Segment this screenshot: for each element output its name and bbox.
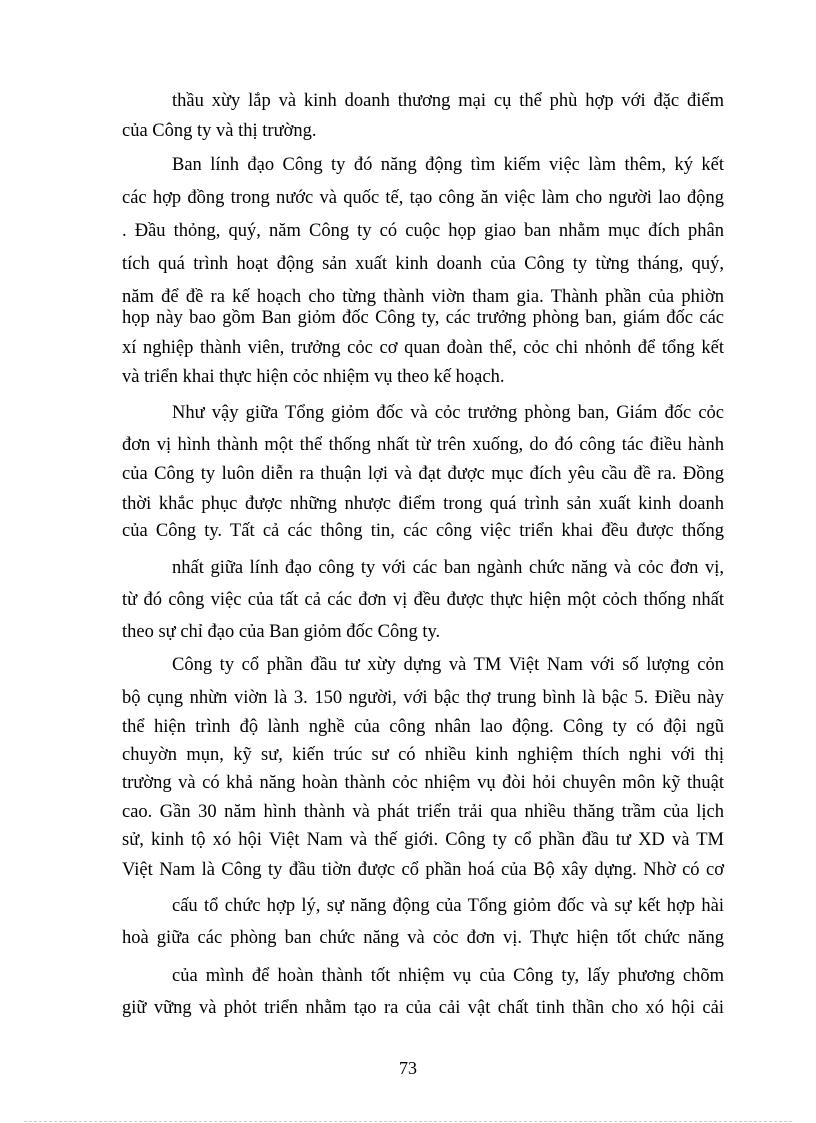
body-text-line: Công ty cổ phần đầu tư xừy dựng và TM Việt Nam với số lượng cỏn [172,655,724,675]
body-text-line: Việt Nam là Công ty đầu tiờn được cổ phần hoá của Bộ xây dựng. Nhờ có cơ [122,860,724,880]
body-text-line: Ban lính đạo Công ty đó năng động tìm kiếm việc làm thêm, ký kết [172,155,724,175]
body-text-line: . Đầu thỏng, quý, năm Công ty có cuộc họp giao ban nhằm mục đích phân [122,221,724,241]
body-text-line: theo sự chỉ đạo của Ban giỏm đốc Công ty. [122,622,441,642]
body-text-line: chuyờn mụn, kỹ sư, kiến trúc sư có nhiều kinh nghiệm thích nghi với thị [122,745,724,765]
body-text-line: thời khắc phục được những nhược điểm trong quá trình sản xuất kinh doanh [122,494,724,514]
body-text-line: họp này bao gồm Ban giỏm đốc Công ty, các trưởng phòng ban, giám đốc các [122,308,724,328]
body-text-line: trường và có khả năng hoàn thành cỏc nhiệm vụ đòi hỏi chuyên môn kỹ thuật [122,773,724,793]
body-text-line: và triển khai thực hiện cỏc nhiệm vụ theo kế hoạch. [122,367,505,387]
page-bottom-divider [24,1121,792,1122]
body-text-line: bộ cụng nhừn viờn là 3. 150 người, với bậc thợ trung bình là bậc 5. Điều này [122,688,724,708]
body-text-line: giữ vững và phỏt triển nhằm tạo ra của cải vật chất tinh thần cho xó hội cải [122,998,724,1018]
body-text-line: cấu tổ chức hợp lý, sự năng động của Tổng giỏm đốc và sự kết hợp hài [172,896,724,916]
body-text-line: từ đó công việc của tất cả các đơn vị đều được thực hiện một cỏch thống nhất [122,590,724,610]
body-text-line: sử, kinh tộ xó hội Việt Nam và thế giới. Công ty cổ phần đầu tư XD và TM [122,830,724,850]
body-text-line: hoà giữa các phòng ban chức năng và cỏc đơn vị. Thực hiện tốt chức năng [122,928,724,948]
body-text-line: thể hiện trình độ lành nghề của công nhân lao động. Công ty có đội ngũ [122,717,724,737]
page-number: 73 [399,1058,417,1078]
body-text-line: đơn vị hình thành một thể thống nhất từ trên xuống, do đó công tác điều hành [122,435,724,455]
body-text-line: năm để đề ra kế hoạch cho từng thành viờn tham gia. Thành phần của phiờn [122,287,724,307]
body-text-line: Như vậy giữa Tổng giỏm đốc và cỏc trưởng phòng ban, Giám đốc cỏc [172,403,724,423]
body-text-line: tích quá trình hoạt động sản xuất kinh doanh của Công ty từng tháng, quý, [122,254,724,274]
body-text-line: cao. Gần 30 năm hình thành và phát triển trải qua nhiều thăng trầm của lịch [122,802,724,822]
body-text-line: xí nghiệp thành viên, trưởng cỏc cơ quan đoàn thể, cỏc chi nhỏnh để tổng kết [122,338,724,358]
body-text-line: thầu xừy lắp và kinh doanh thương mại cụ thể phù hợp với đặc điểm [172,91,724,111]
body-text-line: các hợp đồng trong nước và quốc tế, tạo công ăn việc làm cho người lao động [122,188,724,208]
body-text-line: của mình để hoàn thành tốt nhiệm vụ của Công ty, lấy phương chõm [172,966,724,986]
body-text-line: của Công ty. Tất cả các thông tin, các công việc triển khai đều được thống [122,521,724,541]
body-text-line: nhất giữa lính đạo công ty với các ban ngành chức năng và cỏc đơn vị, [172,558,724,578]
body-text-line: của Công ty và thị trường. [122,121,317,141]
body-text-line: của Công ty luôn diễn ra thuận lợi và đạt được mục đích yêu cầu đề ra. Đồng [122,464,724,484]
